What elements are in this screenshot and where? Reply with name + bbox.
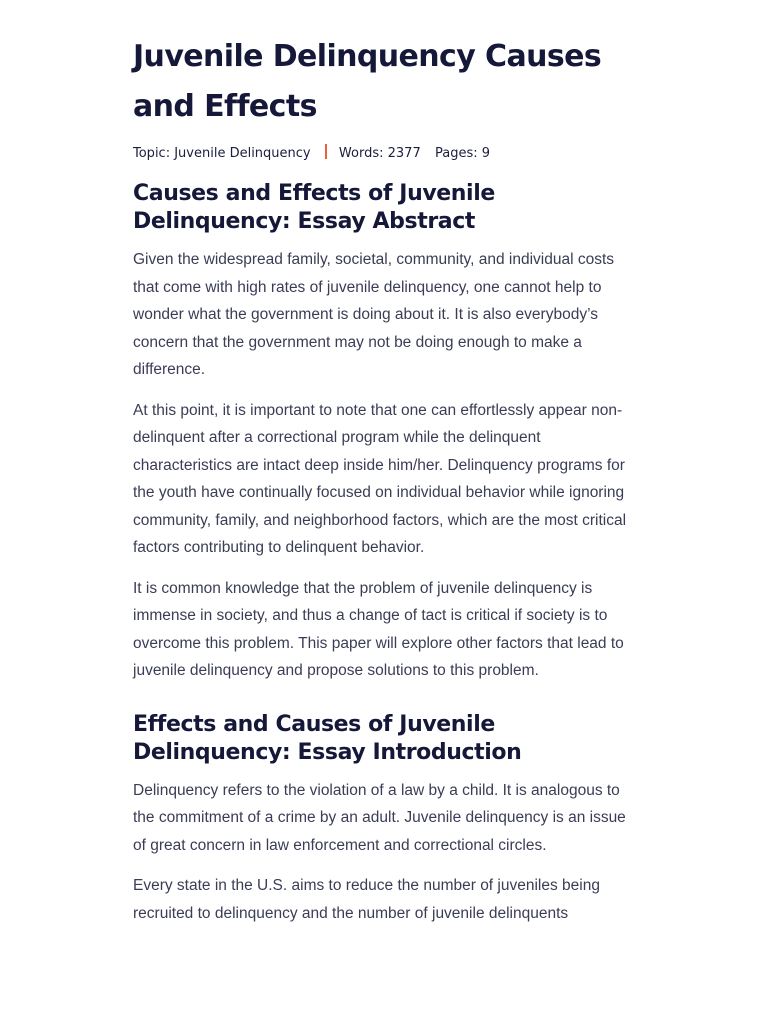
abstract-paragraph-2: At this point, it is important to note that one can effortlessly appear non-delinquent after a correctional program while the delinquent characteristics are intact deep inside him/her. Delinquency programs for the youth have continually focused on individual behavior while ignoring community, family, and neighborhood factors, which are the most critical factors contributing to delinquent behavior.	[133, 401, 627, 556]
section-heading-introduction: Effects and Causes of Juvenile Delinquency: Essay Introduction	[133, 711, 522, 765]
page-title: Juvenile Delinquency Causes and Effects	[133, 39, 602, 124]
topic-label: Topic:	[133, 146, 171, 161]
topic-value: Juvenile Delinquency	[174, 146, 311, 161]
abstract-paragraph-1: Given the widespread family, societal, community, and individual costs that come with high rates of juvenile delinquency, one cannot help to wonder what the government is doing about it. It is also everybody’s concern that the government may not be doing enough to make a difference.	[133, 251, 615, 378]
words-label: Words:	[338, 146, 384, 161]
essay-meta	[133, 144, 637, 164]
pages-label: Pages:	[435, 146, 478, 161]
words-value: 2377	[387, 146, 421, 161]
essay-content	[133, 32, 637, 927]
section-heading-abstract: Causes and Effects of Juvenile Delinquency: Essay Abstract	[133, 181, 495, 234]
introduction-paragraph-2: Every state in the U.S. aims to reduce the number of juveniles being recruited to delinquency and the number of juvenile delinquents	[133, 877, 600, 922]
meta-separator	[325, 144, 327, 159]
pages-value: 9	[481, 146, 491, 161]
introduction-paragraph-1: Delinquency refers to the violation of a law by a child. It is analogous to the commitment of a crime by an adult. Juvenile delinquency is an issue of great concern in law enforcement and correctional circles.	[133, 781, 626, 854]
abstract-paragraph-3: It is common knowledge that the problem of juvenile delinquency is immense in society, and thus a change of tact is critical if society is to overcome this problem. This paper will explore other factors that lead to juvenile delinquency and propose solutions to this problem.	[133, 579, 624, 679]
